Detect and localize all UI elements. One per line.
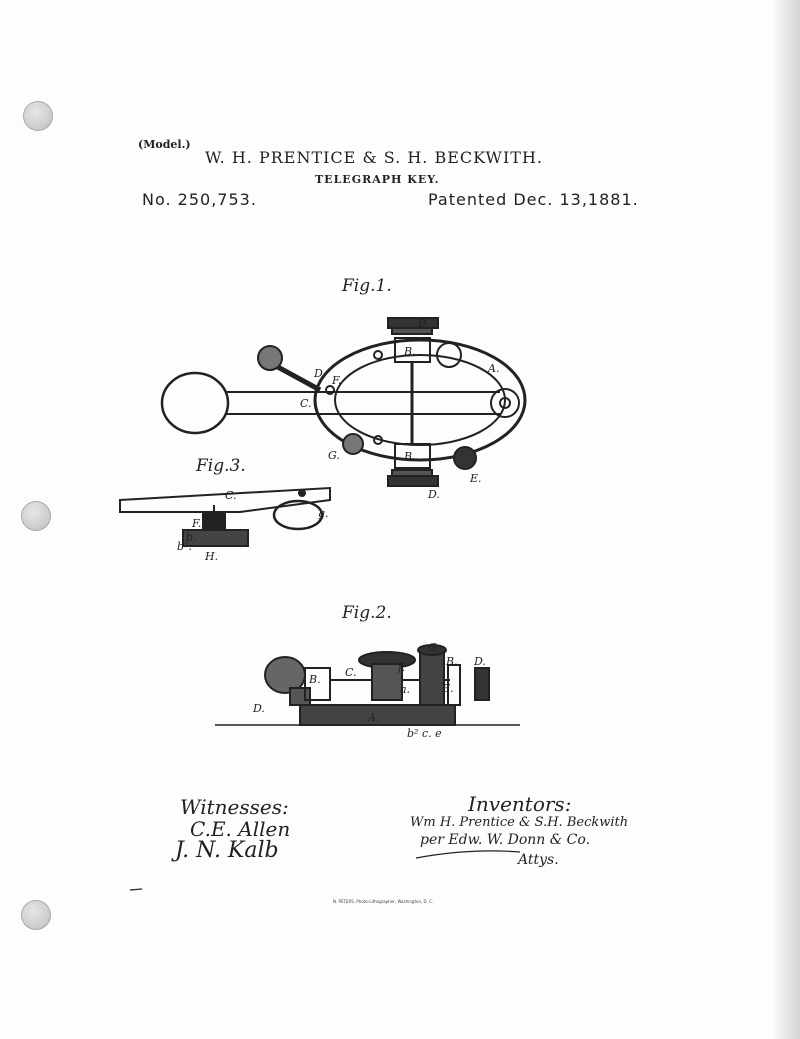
patent-number: No. 250,753. [142, 190, 257, 209]
witness-1-signature: C.E. Allen [190, 817, 291, 841]
svg-text:g.: g. [318, 507, 329, 520]
svg-text:a.: a. [400, 683, 411, 696]
svg-text:G.: G. [328, 449, 340, 462]
svg-text:D.: D. [428, 488, 440, 501]
svg-text:b².: b². [177, 540, 192, 553]
svg-text:C.: C. [345, 666, 357, 679]
svg-text:D.: D. [474, 655, 486, 668]
svg-text:E.: E. [442, 682, 454, 695]
figure-1-drawing [162, 318, 525, 486]
svg-text:D.: D. [418, 317, 430, 330]
svg-text:B.: B. [404, 450, 416, 463]
inventors-heading: W. H. PRENTICE & S. H. BECKWITH. [205, 148, 543, 167]
svg-text:b² c. e: b² c. e [407, 727, 442, 740]
svg-text:G.: G. [428, 641, 440, 654]
fig1-label: Fig.1. [342, 276, 392, 296]
patent-date: Patented Dec. 13,1881. [428, 190, 639, 209]
svg-text:F.: F. [332, 374, 342, 387]
attorney-signature: per Edw. W. Donn & Co. [420, 832, 591, 848]
fig3-label: Fig.3. [196, 456, 246, 476]
svg-text:B.: B. [404, 345, 416, 358]
inventor-signatures: Wm H. Prentice & S.H. Beckwith [410, 815, 629, 830]
printer-imprint: N. PETERS, Photo-Lithographer, Washington, D. C. [333, 899, 434, 904]
model-label: (Model.) [138, 138, 191, 151]
svg-text:F.: F. [192, 517, 202, 530]
svg-text:A.: A. [368, 711, 380, 724]
witnesses-label: Witnesses: [180, 795, 289, 819]
svg-text:f.: f. [398, 661, 406, 674]
svg-text:D.: D. [314, 367, 326, 380]
svg-text:D.: D. [253, 702, 265, 715]
svg-text:C.: C. [225, 489, 237, 502]
witness-2-signature: J. N. Kalb [175, 838, 279, 863]
svg-text:C.: C. [300, 397, 312, 410]
svg-text:B.: B. [309, 673, 321, 686]
svg-text:B.: B. [446, 655, 458, 668]
attorneys-label: Attys. [518, 852, 559, 868]
svg-text:E.: E. [470, 472, 482, 485]
fig2-label: Fig.2. [342, 603, 392, 623]
svg-text:b.: b. [186, 531, 197, 544]
patent-title: TELEGRAPH KEY. [315, 173, 440, 186]
inventors-label: Inventors: [468, 792, 572, 816]
svg-text:H.: H. [205, 550, 219, 563]
svg-text:A.: A. [488, 362, 500, 375]
